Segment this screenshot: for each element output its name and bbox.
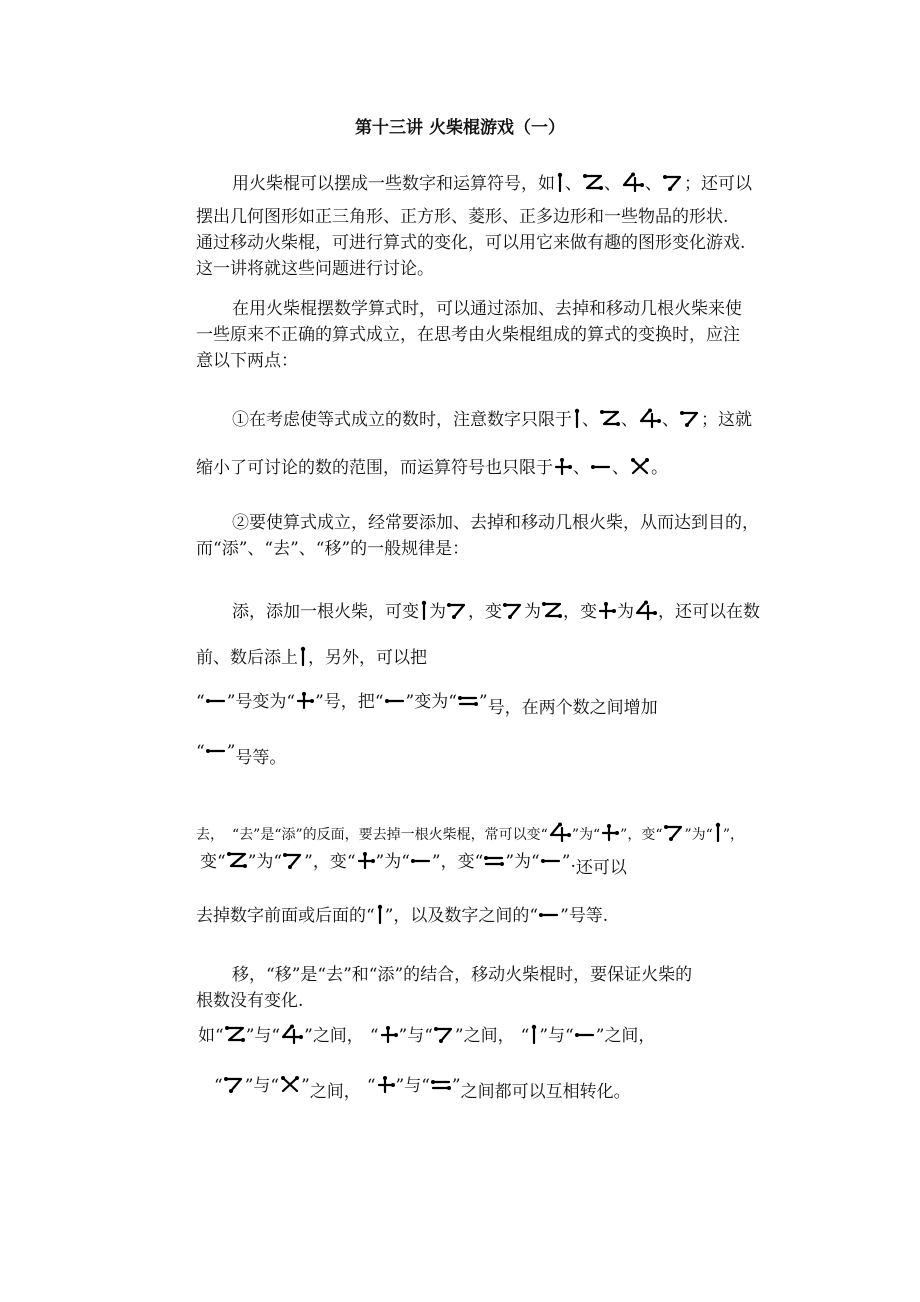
- p4-line2: 而“添”、“去”、“移”的一般规律是：: [196, 539, 470, 559]
- p3-line2: 缩小了可讨论的数的范围，而运算符号也只限于 、 、 。: [196, 458, 668, 478]
- p4-line1: ②要使算式成立，经常要添加、去掉和移动几根火柴，从而达到目的，: [232, 513, 759, 533]
- matchstick-one-icon: [529, 1024, 539, 1044]
- matchstick-two-icon: [541, 600, 563, 620]
- matchstick-minus-icon: [538, 904, 560, 924]
- matchstick-two-icon: [226, 850, 248, 870]
- matchstick-plus-icon: [597, 600, 617, 620]
- remove-line3: 去掉数字前面或后面的“ ”，以及数字之间的“ ”号等.: [196, 906, 609, 926]
- matchstick-plus-icon: [376, 1074, 396, 1094]
- matchstick-times-icon: [279, 1074, 301, 1094]
- p2-line1: 在用火柴棍摆数学算式时，可以通过添加、去掉和移动几根火柴来使: [232, 299, 742, 319]
- add-line1: 添，添加一根火柴，可变 为 ，变 为 ，变 为 ，还可以在数: [232, 602, 760, 622]
- matchstick-plus-icon: [295, 690, 315, 710]
- matchstick-one-icon: [298, 646, 308, 666]
- move-line2: 根数没有变化.: [196, 991, 304, 1011]
- matchstick-one-icon: [555, 172, 565, 192]
- matchstick-minus-icon: [410, 850, 432, 870]
- p3-line1: ①在考虑使等式成立的数时，注意数字只限于 、 、 、 ；这就: [232, 410, 752, 430]
- add-line4: “ ”号等。: [196, 742, 287, 768]
- matchstick-equals-icon: [457, 690, 479, 710]
- matchstick-equals-icon: [483, 850, 505, 870]
- matchstick-two-icon: [599, 408, 621, 428]
- matchstick-minus-icon: [384, 690, 406, 710]
- p1-line3: 通过移动火柴棍，可进行算式的变化，可以用它来做有趣的图形变化游戏.: [196, 233, 746, 253]
- matchstick-minus-icon: [205, 740, 227, 760]
- page-title: 第十三讲 火柴棍游戏（一）: [355, 118, 565, 138]
- p2-line3: 意以下两点：: [196, 351, 298, 371]
- remove-line1: 去， “去”是“添”的反面，要去掉一根火柴棍，常可以变“ ”为“ ”，变“ ”为“ ”，: [196, 822, 744, 846]
- matchstick-four-icon: [280, 1024, 304, 1044]
- matchstick-minus-icon: [540, 850, 562, 870]
- matchstick-seven-icon: [223, 1074, 245, 1094]
- matchstick-plus-icon: [600, 822, 620, 842]
- add-line3: “ ”号变为“ ”号，把“ ”变为“ ”号，在两个数之间增加: [196, 692, 658, 718]
- p1-line2: 摆出几何图形如正三角形、正方形、菱形、正多边形和一些物品的形状.: [196, 207, 729, 227]
- matchstick-minus-icon: [590, 456, 612, 476]
- matchstick-seven-icon: [282, 850, 304, 870]
- p1-line4: 这一讲将就这些问题进行讨论。: [196, 259, 434, 279]
- move-line4: “ ”与“ ”之间， “ ”与“ ”之间都可以互相转化。: [214, 1076, 631, 1102]
- matchstick-one-icon: [375, 904, 385, 924]
- move-line1: 移，“移”是“去”和“添”的结合，移动火柴棍时，要保证火柴的: [232, 965, 693, 985]
- matchstick-seven-icon: [502, 600, 524, 620]
- matchstick-four-icon: [638, 408, 662, 428]
- move-line3: 如“ ”与“ ”之间， “ ”与“ ”之间， “ ”与“ ”之间，: [198, 1026, 656, 1046]
- matchstick-minus-icon: [205, 690, 227, 710]
- p1-line1: 用火柴棍可以摆成一些数字和运算符号，如 、 、 、 ；还可以: [232, 174, 752, 194]
- matchstick-plus-icon: [553, 456, 573, 476]
- matchstick-times-icon: [629, 456, 651, 476]
- matchstick-seven-icon: [663, 822, 685, 842]
- matchstick-seven-icon: [662, 172, 684, 192]
- matchstick-two-icon: [224, 1024, 246, 1044]
- matchstick-minus-icon: [574, 1024, 596, 1044]
- matchstick-plus-icon: [356, 850, 376, 870]
- matchstick-seven-icon: [679, 408, 701, 428]
- matchstick-one-icon: [572, 408, 582, 428]
- matchstick-one-icon: [419, 600, 429, 620]
- matchstick-seven-icon: [446, 600, 468, 620]
- matchstick-four-icon: [621, 172, 645, 192]
- matchstick-plus-icon: [379, 1024, 399, 1044]
- remove-line2: 变“ ”为“ ”，变“ ”为“ ”，变“ ”为“ ”.还可以: [200, 852, 627, 878]
- matchstick-two-icon: [582, 172, 604, 192]
- matchstick-equals-icon: [430, 1074, 452, 1094]
- matchstick-seven-icon: [433, 1024, 455, 1044]
- p2-line2: 一些原来不正确的算式成立，在思考由火柴棍组成的算式的变换时，应注: [196, 325, 740, 345]
- add-line2: 前、数后添上 ，另外，可以把: [196, 648, 427, 668]
- matchstick-one-icon: [713, 822, 723, 842]
- matchstick-four-icon: [634, 600, 658, 620]
- matchstick-four-icon: [548, 822, 572, 842]
